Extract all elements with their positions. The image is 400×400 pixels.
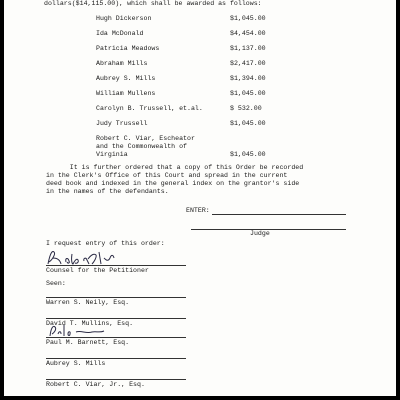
- signatory-name: Warren S. Neily, Esq.: [46, 299, 130, 306]
- enter-label: ENTER:: [186, 207, 210, 214]
- award-name: Abraham Mills: [96, 60, 148, 67]
- award-name: Carolyn B. Trussell, et.al.: [96, 105, 203, 112]
- signatory-name: Paul M. Barnett, Esq.: [46, 339, 130, 346]
- counsel-signature-line: [46, 265, 186, 266]
- signature-line: [46, 379, 186, 380]
- signature-line: [46, 297, 186, 298]
- order-paragraph-line: deed book and indexed in the general index on the grantor's side: [46, 180, 300, 187]
- award-name: Judy Trussell: [96, 120, 148, 127]
- intro-text: dollars($14,115.00), which shall be awarded as follows:: [44, 0, 262, 7]
- award-amount: $ 532.00: [230, 105, 262, 112]
- award-amount: $1,045.00: [230, 90, 266, 97]
- award-name: Patricia Meadows: [96, 45, 160, 52]
- award-name: Aubrey S. Mills: [96, 75, 156, 82]
- award-amount: $1,045.00: [230, 120, 266, 127]
- award-name: Hugh Dickerson: [96, 15, 152, 22]
- award-name: Ida McDonald: [96, 30, 144, 37]
- order-paragraph-line: in the names of the defendants.: [46, 188, 169, 195]
- award-name: William Mullens: [96, 90, 156, 97]
- signatory-name: Aubrey S. Mills: [46, 360, 106, 367]
- order-paragraph-line: in the Clerk's Office of this Court and spread in the current: [46, 172, 288, 179]
- judge-label: Judge: [250, 230, 270, 237]
- award-amount: $1,137.00: [230, 45, 266, 52]
- signatory-name: Robert C. Viar, Jr., Esq.: [46, 381, 145, 388]
- counsel-label: Counsel for the Petitioner: [46, 267, 149, 274]
- award-name-line: and the Commonwealth of: [96, 143, 188, 150]
- order-paragraph-line: It is further ordered that a copy of this Order be recorded: [46, 164, 304, 171]
- award-name-line: Virginia: [96, 151, 128, 158]
- enter-signature-line: [212, 214, 346, 215]
- award-amount: $1,394.00: [230, 75, 266, 82]
- signature-line: [46, 358, 186, 359]
- document-page: [4, 0, 396, 396]
- signature-line: [46, 318, 186, 319]
- award-amount: $2,417.00: [230, 60, 266, 67]
- award-name-line: Robert C. Viar, Escheator: [96, 135, 195, 142]
- seen-label: Seen:: [46, 280, 66, 287]
- award-amount: $1,045.00: [230, 15, 266, 22]
- signatory-name: David T. Mullins, Esq.: [46, 320, 134, 327]
- award-amount: $1,045.00: [230, 151, 266, 158]
- request-label: I request entry of this order:: [46, 240, 165, 247]
- signature-line: [46, 337, 186, 338]
- award-amount: $4,454.00: [230, 30, 266, 37]
